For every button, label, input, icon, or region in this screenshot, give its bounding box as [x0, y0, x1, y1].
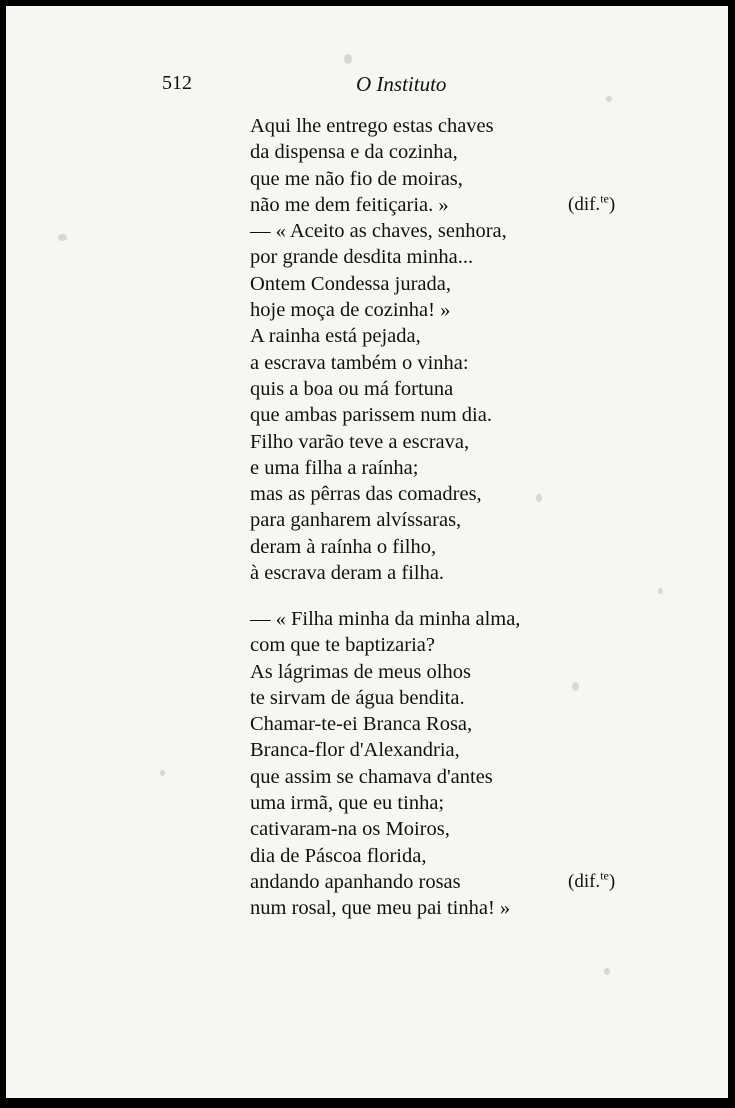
verse-text: andando apanhando rosas	[250, 870, 461, 893]
verse-line: e uma filha a raínha;	[250, 456, 419, 479]
verse-line: Chamar-te-ei Branca Rosa,	[250, 713, 473, 736]
verse-line: Branca-flor d'Alexandria,	[250, 739, 460, 762]
verse-line: à escrava deram a filha.	[250, 562, 445, 585]
verse-line: As lágrimas de meus olhos	[250, 660, 471, 683]
verse-line: uma irmã, que eu tinha;	[250, 792, 445, 815]
verse-line: — « Aceito as chaves, senhora,	[250, 220, 507, 243]
verse-line: quis a boa ou má fortuna	[250, 377, 454, 400]
document-page	[6, 6, 728, 1098]
margin-note-superscript: te	[600, 868, 609, 883]
verse-line: — « Filha minha da minha alma,	[250, 608, 521, 630]
verse-line: Filho varão teve a escrava,	[250, 430, 470, 453]
verse-line: com que te baptizaria?	[250, 634, 435, 657]
verse-line: Ontem Condessa jurada,	[250, 272, 451, 295]
margin-note-superscript: te	[600, 191, 609, 206]
verse-text: não me dem feitiçaria. »	[250, 193, 449, 216]
verse-line: a escrava também o vinha:	[250, 351, 469, 374]
verse-line-with-note	[250, 192, 690, 218]
margin-note-text: (dif.	[568, 193, 601, 215]
verse-line: que me não fio de moiras,	[250, 167, 463, 190]
verse-line: por grande desdita minha...	[250, 246, 474, 269]
verse-line: dia de Páscoa florida,	[250, 844, 427, 867]
verse-line: da dispensa e da cozinha,	[250, 141, 458, 164]
verse-line: A rainha está pejada,	[250, 325, 421, 348]
stanza-2	[250, 606, 690, 922]
verse-line: deram à raínha o filho,	[250, 535, 437, 558]
page-header	[6, 72, 728, 102]
margin-note	[568, 869, 615, 895]
verse-line: cativaram-na os Moiros,	[250, 818, 450, 841]
verse-line: Aqui lhe entrego estas chaves	[250, 115, 494, 137]
verse-line: mas as pêrras das comadres,	[250, 483, 482, 506]
margin-note-close: )	[608, 193, 616, 215]
margin-note-close: )	[608, 870, 616, 892]
page-number: 512	[162, 72, 192, 94]
verse-line: que assim se chamava d'antes	[250, 765, 493, 788]
verse-line: num rosal, que meu pai tinha! »	[250, 897, 511, 920]
paper-speck	[58, 234, 67, 241]
paper-speck	[160, 770, 165, 776]
verse-line: que ambas parissem num dia.	[250, 404, 492, 427]
paper-speck	[604, 968, 610, 975]
margin-note-text: (dif.	[568, 870, 601, 892]
verse-line: te sirvam de água bendita.	[250, 686, 465, 709]
verse-line: para ganharem alvíssaras,	[250, 509, 462, 532]
running-title: O Instituto	[356, 72, 447, 96]
verse-line: hoje moça de cozinha! »	[250, 299, 451, 322]
margin-note	[568, 192, 615, 218]
stanza-1	[250, 113, 690, 586]
paper-speck	[658, 588, 663, 594]
verse-line-with-note	[250, 869, 690, 895]
paper-speck	[344, 54, 352, 64]
